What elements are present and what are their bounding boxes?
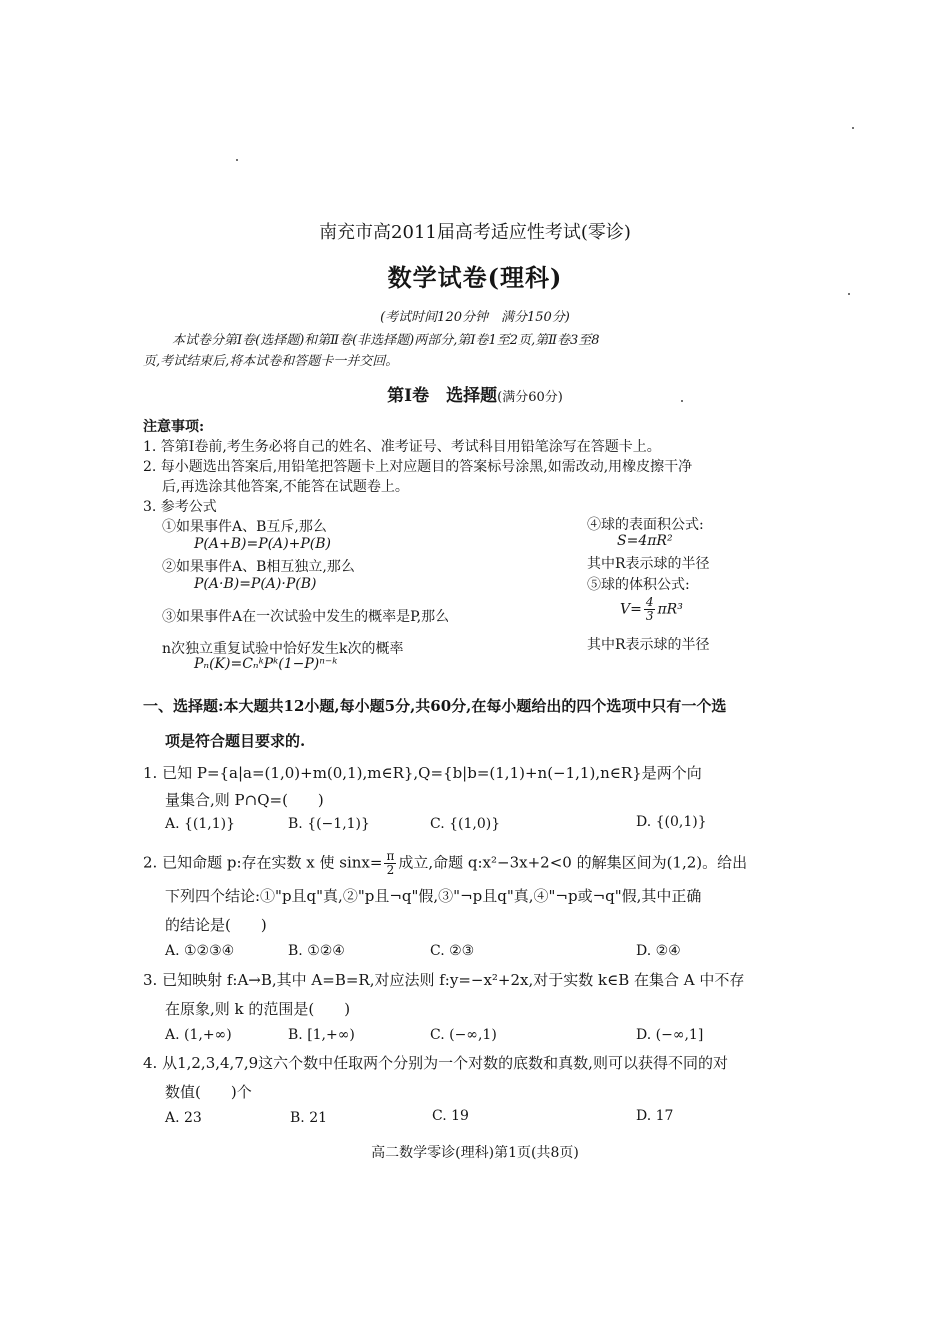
fraction-four-thirds (644, 596, 656, 623)
scan-speck (236, 159, 238, 161)
fraction-denominator: 2 (386, 863, 395, 877)
fraction-numerator: 4 (645, 595, 654, 609)
formula-3-line-2: n次独立重复试验中恰好发生k次的概率 (162, 641, 404, 657)
fraction-denominator: 3 (645, 609, 654, 623)
question-1-option-c: C. {(1,0)} (430, 816, 501, 832)
note-item-3: 3. 参考公式 (143, 499, 217, 515)
part1-instructions-line-2: 项是符合题目要求的. (165, 732, 306, 750)
question-4-line-1: 4. 从1,2,3,4,7,9这六个数中任取两个分别为一个对数的底数和真数,则可以获得不同的对 (143, 1054, 728, 1072)
paper-subtitle: 数学试卷(理科) (387, 263, 563, 292)
formula-5-text: ⑤球的体积公式: (587, 577, 690, 593)
note-item-2-line-1: 2. 每小题选出答案后,用铅笔把答题卡上对应题目的答案标号涂黑,如需改动,用橡皮擦干净 (143, 459, 693, 475)
question-2-text-a: 2. 已知命题 p:存在实数 x 使 sinx= (143, 853, 383, 872)
section-note: (满分60分) (497, 390, 563, 405)
question-1-option-a: A. {(1,1)} (165, 816, 236, 832)
question-3-line-2: 在原象,则 k 的范围是( ) (165, 1000, 351, 1018)
question-1-line-1: 1. 已知 P={a|a=(1,0)+m(0,1),m∈R},Q={b|b=(1,1)+n(−1,1),n∈R}是两个向 (143, 764, 702, 782)
formula-2: P(A·B)=P(A)·P(B) (194, 576, 317, 592)
section-title: 第Ⅰ卷 选择题 (387, 386, 498, 406)
note-item-2-line-2: 后,再选涂其他答案,不能答在试题卷上。 (162, 479, 409, 495)
scan-speck (848, 293, 850, 295)
question-3-option-a: A. (1,+∞) (165, 1027, 232, 1043)
question-2-option-d: D. ②④ (636, 943, 681, 959)
formula-5-note: 其中R表示球的半径 (587, 637, 710, 653)
formula-1-text: ①如果事件A、B互斥,那么 (162, 519, 327, 535)
exam-info: (考试时间120分钟 满分150分) (380, 310, 570, 325)
formula-4-text: ④球的表面积公式: (587, 517, 704, 533)
formula-2-text: ②如果事件A、B相互独立,那么 (162, 559, 355, 575)
formula-3-text: ③如果事件A在一次试验中发生的概率是P,那么 (162, 609, 450, 625)
question-2-option-b: B. ①②④ (288, 943, 345, 959)
question-4-option-a: A. 23 (165, 1110, 202, 1126)
fraction-pi-over-2 (384, 850, 396, 877)
question-3-line-1: 3. 已知映射 f:A→B,其中 A=B=R,对应法则 f:y=−x²+2x,对于实数 k∈B 在集合 A 中不存 (143, 971, 745, 989)
question-2-text-b: 成立,命题 q:x²−3x+2<0 的解集区间为(1,2)。给出 (398, 853, 748, 872)
notes-label: 注意事项: (143, 419, 205, 435)
question-2-line-1 (143, 850, 747, 877)
note-item-1: 1. 答第Ⅰ卷前,考生务必将自己的姓名、准考证号、考试科目用铅笔涂写在答题卡上。 (143, 439, 661, 455)
formula-4-note: 其中R表示球的半径 (587, 556, 710, 572)
question-3-option-d: D. (−∞,1] (636, 1027, 704, 1043)
question-3-option-b: B. [1,+∞) (288, 1027, 355, 1043)
fraction-numerator: π (386, 849, 395, 863)
exam-title: 南充市高2011届高考适应性考试(零诊) (319, 222, 631, 243)
section-heading (0, 381, 950, 406)
question-1-line-2: 量集合,则 P∩Q=( ) (165, 791, 324, 809)
question-2-option-a: A. ①②③④ (165, 943, 235, 959)
question-2-option-c: C. ②③ (430, 943, 475, 959)
part1-instructions-line-1: 一、选择题:本大题共12小题,每小题5分,共60分,在每小题给出的四个选项中只有一个选 (143, 697, 727, 715)
formula-1: P(A+B)=P(A)+P(B) (194, 536, 332, 552)
page-footer: 高二数学零诊(理科)第1页(共8页) (371, 1145, 579, 1161)
intro-line-2: 页,考试结束后,将本试卷和答题卡一并交回。 (143, 354, 399, 369)
formula-5-right: πR³ (657, 601, 683, 618)
question-1-option-d: D. {(0,1)} (636, 814, 707, 830)
question-4-option-b: B. 21 (290, 1110, 328, 1126)
formula-5 (620, 596, 683, 623)
formula-4: S=4πR² (617, 533, 673, 549)
question-3-option-c: C. (−∞,1) (430, 1027, 497, 1043)
formula-5-left: V= (620, 601, 642, 618)
formula-3: Pₙ(K)=CₙᵏPᵏ(1−P)ⁿ⁻ᵏ (194, 656, 338, 672)
question-2-line-3: 的结论是( ) (165, 916, 267, 934)
question-2-line-2: 下列四个结论:①"p且q"真,②"p且¬q"假,③"¬p且q"真,④"¬p或¬q"假,其中正确 (165, 887, 702, 905)
question-4-option-d: D. 17 (636, 1108, 674, 1124)
question-4-option-c: C. 19 (432, 1108, 469, 1124)
question-4-line-2: 数值( )个 (165, 1083, 252, 1101)
scan-speck (852, 127, 854, 129)
question-1-option-b: B. {(−1,1)} (288, 816, 370, 832)
intro-line-1: 本试卷分第Ⅰ卷(选择题)和第Ⅱ卷(非选择题)两部分,第Ⅰ卷1至2页,第Ⅱ卷3至8 (172, 333, 600, 348)
